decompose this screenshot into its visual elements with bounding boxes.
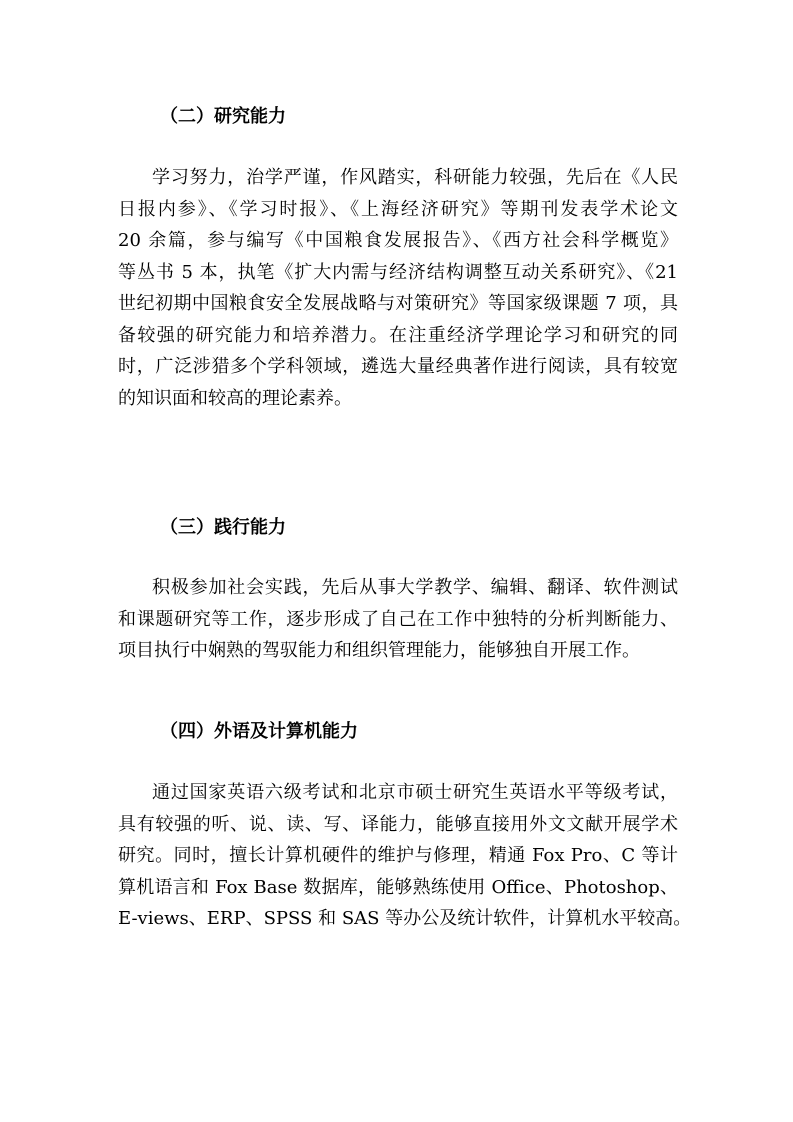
paragraph-line: 20 余篇，参与编写《中国粮食发展报告》、《西方社会科学概览》 [118, 230, 678, 251]
paragraph-research-ability [118, 162, 678, 414]
paragraph-line: 和课题研究等工作，逐步形成了自己在工作中独特的分析判断能力、 [118, 608, 678, 630]
paragraph-practice-ability [118, 572, 678, 667]
heading-practice-ability: （三）践行能力 [160, 517, 286, 538]
heading-research-ability: （二）研究能力 [160, 106, 286, 127]
paragraph-line: E-views、ERP、SPSS 和 SAS 等办公及统计软件，计算机水平较高。 [118, 908, 692, 929]
paragraph-line: 等丛书 5 本，执笔《扩大内需与经济结构调整互动关系研究》、《21 [118, 261, 678, 283]
paragraph-line: 通过国家英语六级考试和北京市硕士研究生英语水平等级考试， [152, 782, 678, 803]
paragraph-line: 世纪初期中国粮食安全发展战略与对策研究》等国家级课题 7 项，具 [118, 293, 678, 314]
paragraph-line: 时，广泛涉猎多个学科领域，遴选大量经典著作进行阅读，具有较宽 [118, 356, 678, 377]
heading-language-computer-ability: （四）外语及计算机能力 [160, 721, 358, 742]
paragraph-line: 备较强的研究能力和培养潜力。在注重经济学理论学习和研究的同 [118, 324, 678, 346]
paragraph-line: 项目执行中娴熟的驾驭能力和组织管理能力，能够独自开展工作。 [118, 640, 640, 661]
paragraph-line: 的知识面和较高的理论素养。 [118, 387, 352, 409]
paragraph-line: 日报内参》、《学习时报》、《上海经济研究》等期刊发表学术论文 [118, 198, 678, 220]
paragraph-line: 研究。同时，擅长计算机硬件的维护与修理，精通 Fox Pro、C 等计 [118, 845, 678, 866]
paragraph-line: 学习努力，治学严谨，作风踏实，科研能力较强，先后在《人民 [152, 167, 678, 188]
paragraph-language-computer-ability [118, 777, 692, 935]
paragraph-line: 具有较强的听、说、读、写、译能力，能够直接用外文文献开展学术 [118, 813, 678, 835]
paragraph-line: 算机语言和 Fox Base 数据库，能够熟练使用 Office、Photoshop、 [118, 876, 678, 898]
paragraph-line: 积极参加社会实践，先后从事大学教学、编辑、翻译、软件测试 [152, 577, 678, 598]
